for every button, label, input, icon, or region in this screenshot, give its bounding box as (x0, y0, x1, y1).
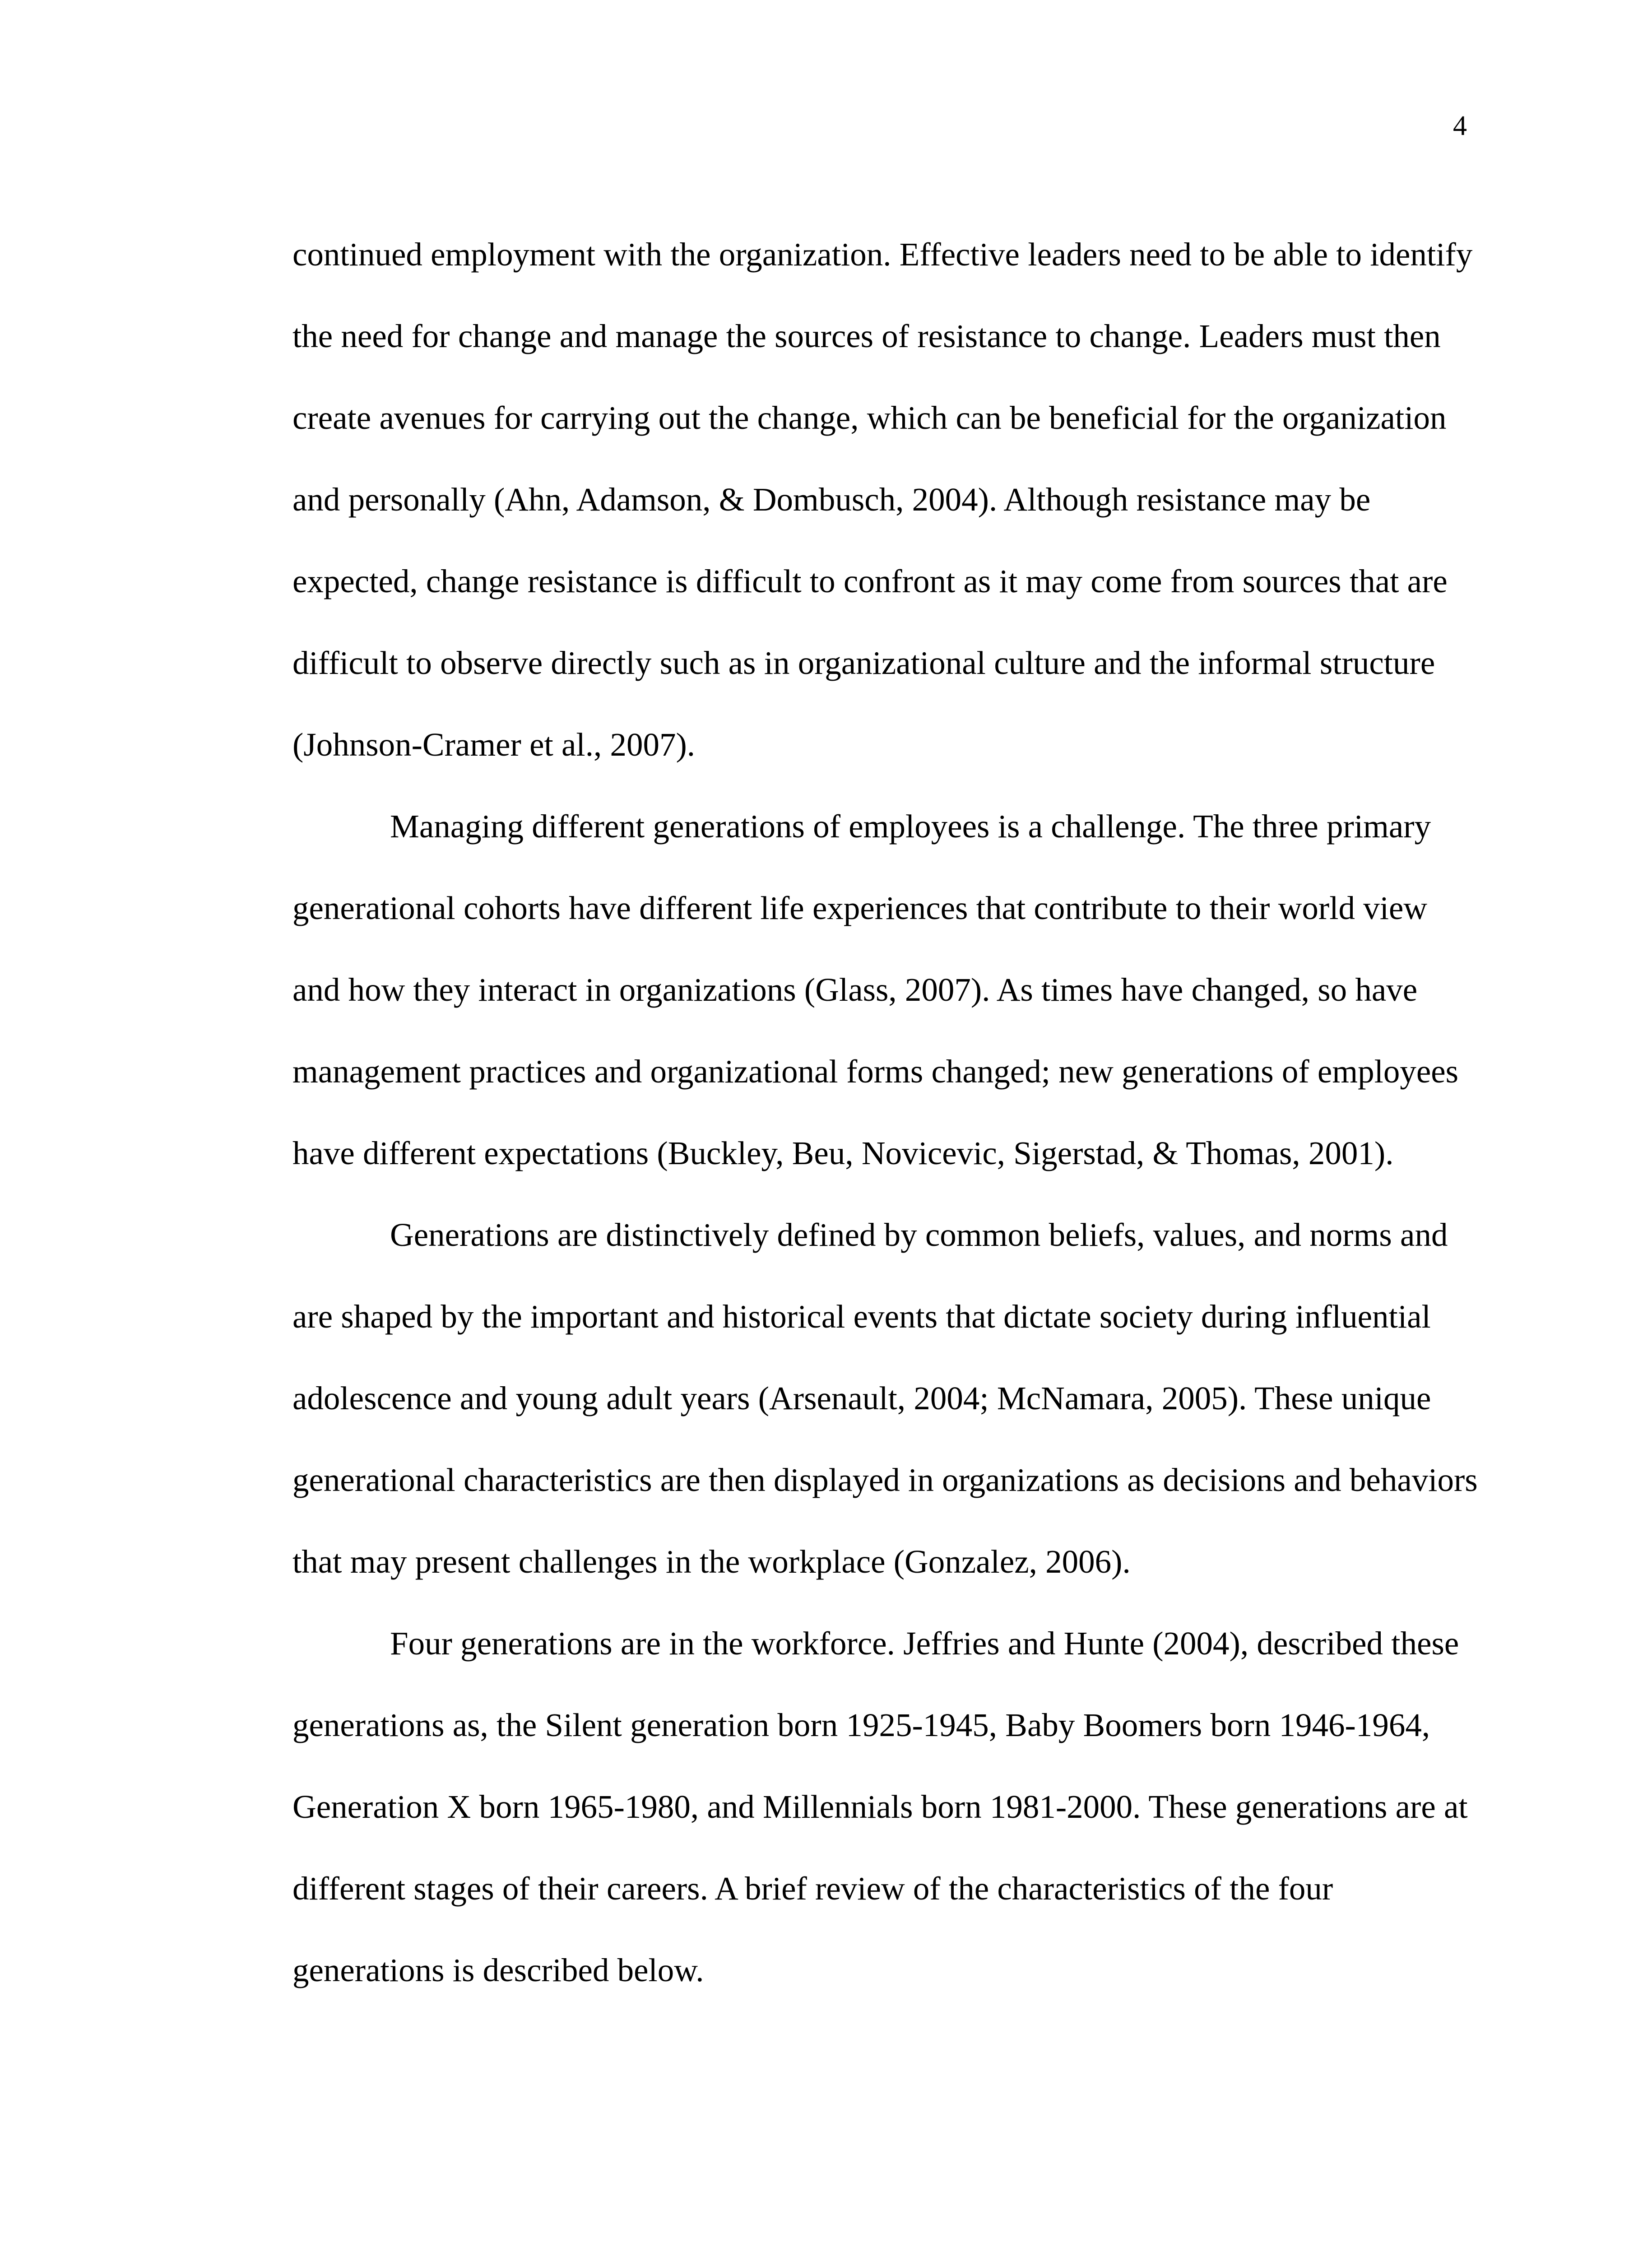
text-line: adolescence and young adult years (Arsenault, 2004; McNamara, 2005). These unique (292, 1380, 1431, 1416)
text-line: Four generations are in the workforce. Jeffries and Hunte (2004), described these (390, 1625, 1459, 1662)
text-line: difficult to observe directly such as in organizational culture and the informal structure (292, 645, 1435, 681)
text-line: have different expectations (Buckley, Beu, Novicevic, Sigerstad, & Thomas, 2001). (292, 1135, 1394, 1171)
text-line: generations is described below. (292, 1952, 704, 1988)
text-line: the need for change and manage the sources of resistance to change. Leaders must then (292, 318, 1441, 354)
text-line: and how they interact in organizations (Glass, 2007). As times have changed, so have (292, 971, 1418, 1008)
text-line: (Johnson-Cramer et al., 2007). (292, 726, 696, 763)
paragraph-four-generations (292, 1602, 1471, 2011)
text-line: Generations are distinctively defined by common beliefs, values, and norms and (390, 1217, 1448, 1253)
text-line: management practices and organizational forms changed; new generations of employees (292, 1053, 1459, 1090)
body-text (292, 214, 1478, 2011)
text-line: that may present challenges in the workplace (Gonzalez, 2006). (292, 1543, 1131, 1580)
text-line: continued employment with the organization. Effective leaders need to be able to identify (292, 236, 1473, 273)
text-line: are shaped by the important and historical events that dictate society during influential (292, 1298, 1431, 1335)
paragraph-continued (292, 214, 1471, 785)
text-line: Managing different generations of employees is a challenge. The three primary (390, 808, 1431, 845)
page-number: 4 (1453, 111, 1467, 141)
text-line: generational cohorts have different life experiences that contribute to their world view (292, 890, 1428, 926)
paragraph-generations-challenge (292, 785, 1471, 1194)
text-line: create avenues for carrying out the change, which can be beneficial for the organization (292, 399, 1447, 436)
text-line: generations as, the Silent generation born 1925-1945, Baby Boomers born 1946-1964, (292, 1707, 1430, 1743)
text-line: and personally (Ahn, Adamson, & Dombusch, 2004). Although resistance may be (292, 481, 1371, 518)
text-line: different stages of their careers. A brief review of the characteristics of the four (292, 1870, 1333, 1907)
text-line: generational characteristics are then displayed in organizations as decisions and behaviors (292, 1462, 1478, 1498)
text-line: Generation X born 1965-1980, and Millennials born 1981-2000. These generations are at (292, 1788, 1468, 1825)
paragraph-generations-defined (292, 1194, 1478, 1602)
text-line: expected, change resistance is difficult to confront as it may come from sources that are (292, 563, 1448, 599)
